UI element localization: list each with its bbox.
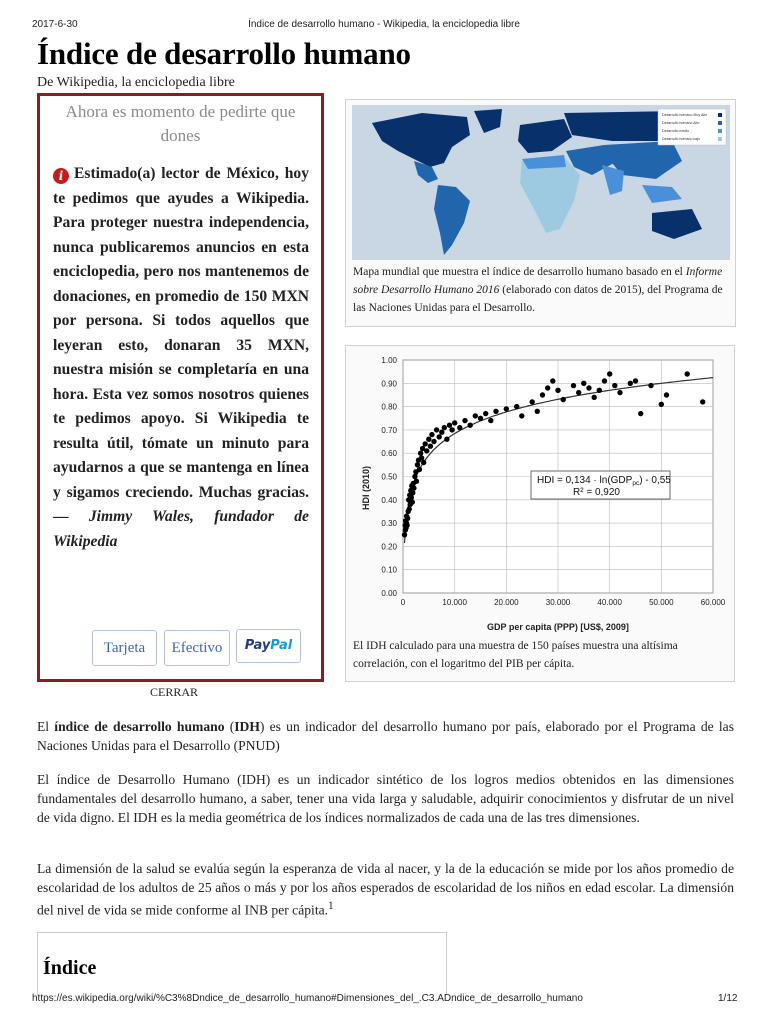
data-point	[442, 425, 447, 430]
print-url: https://es.wikipedia.org/wiki/%C3%8Dndice_de_desarrollo_humano#Dimensiones_del_.C3.ADndice_de_desarrollo_humano	[32, 993, 583, 1004]
data-point	[409, 495, 414, 500]
data-point	[607, 371, 612, 376]
data-point	[423, 441, 428, 446]
map-legend-label: Desarrollo humano bajo	[662, 137, 701, 141]
data-point	[417, 467, 422, 472]
info-icon: i	[53, 168, 69, 184]
data-point	[434, 427, 439, 432]
data-point	[410, 490, 415, 495]
data-point	[550, 378, 555, 383]
pay-card-button[interactable]: Tarjeta	[92, 630, 157, 666]
data-point	[410, 499, 415, 504]
data-point	[468, 423, 473, 428]
data-point	[519, 413, 524, 418]
y-tick-label: 1.00	[381, 356, 397, 365]
data-point	[540, 392, 545, 397]
x-tick-label: 50.000	[649, 598, 674, 607]
dimensions-paragraph	[37, 859, 734, 920]
data-point	[628, 381, 633, 386]
y-tick-label: 0.20	[381, 542, 397, 552]
x-tick-label: 10.000	[442, 598, 467, 607]
data-point	[535, 409, 540, 414]
data-point	[447, 423, 452, 428]
data-point	[421, 460, 426, 465]
data-point	[483, 411, 488, 416]
data-point	[612, 383, 617, 388]
data-point	[411, 485, 416, 490]
data-point	[424, 448, 429, 453]
fit-r-squared: R² = 0,920	[573, 487, 620, 498]
print-page-number: 1/12	[718, 993, 738, 1004]
fit-annotation	[531, 471, 671, 499]
data-point	[586, 385, 591, 390]
data-point	[561, 397, 566, 402]
banner-signature: Jimmy Wales, fundador de Wikipedia	[53, 508, 309, 550]
data-point	[685, 371, 690, 376]
y-tick-label: 0.30	[381, 519, 397, 529]
map-caption-text: (elaborado con datos de 2015), del Programa de las Naciones Unidas para el Desarrollo.	[353, 284, 723, 314]
intro-paragraph	[37, 717, 734, 755]
data-point	[405, 516, 410, 521]
data-point	[428, 444, 433, 449]
data-point	[402, 532, 407, 537]
data-point	[602, 378, 607, 383]
data-point	[638, 411, 643, 416]
para-text: La dimensión de la salud se evalúa según la esperanza de vida al nacer, y la de la educación se mide por los años promedio de escolaridad de los adultos de 25 años o más y por los años esperados de escolaridad de los niños en edad escolar. La dimensión del nivel de vida se mide conforme al INB per cápita.	[37, 861, 734, 918]
map-legend-swatch	[718, 129, 722, 133]
map-caption-report-link[interactable]: Informe sobre Desarrollo Humano 2016	[353, 266, 723, 296]
x-tick-label: 20.000	[494, 598, 519, 607]
map-legend-label: Desarrollo medio	[662, 129, 690, 133]
data-point	[571, 383, 576, 388]
data-point	[488, 418, 493, 423]
data-point	[659, 402, 664, 407]
para-text: ) es un indicador del desarrollo humano por país, elaborado por el Programa de las Naciones Unidas para el Desarrollo (PNUD)	[37, 719, 735, 753]
x-axis-label: GDP per capita (PPP) [US$, 2009]	[487, 622, 629, 632]
toc-title: Índice	[43, 957, 97, 979]
world-map-image[interactable]	[352, 105, 730, 260]
para-text: (	[224, 719, 235, 734]
map-legend-swatch	[718, 121, 722, 125]
data-point	[407, 506, 412, 511]
y-tick-label: 0.50	[381, 472, 397, 482]
para-bold-acronym: IDH	[234, 719, 260, 734]
paypal-logo-pay: Pay	[244, 638, 271, 653]
reference-link[interactable]: 1	[328, 900, 334, 912]
fit-equation: HDI = $0,134 \cdot \ln(GDP_{pc}) - 0,55$	[537, 475, 671, 487]
data-point	[473, 413, 478, 418]
print-date: 2017-6-30	[32, 19, 78, 30]
data-point	[439, 430, 444, 435]
definition-paragraph: El índice de Desarrollo Humano (IDH) es un indicador sintético de los logros medios obtenidos en las dimensiones fundamentales del desarrollo humano, a saber, tener una vida larga y saludable, adquirir conocimientos y disfrutar de un nivel de vida digno. El IDH es la media geométrica de los índices normalizados de cada una de las tres dimensiones.	[37, 772, 734, 825]
x-tick-label: 40.000	[597, 598, 622, 607]
map-legend-label: Desarrollo humano Muy Alto	[662, 113, 708, 117]
data-point	[530, 399, 535, 404]
data-point	[462, 418, 467, 423]
map-caption	[353, 263, 729, 317]
banner-message	[53, 162, 309, 554]
donation-banner	[37, 93, 324, 682]
data-point	[592, 395, 597, 400]
data-point	[412, 474, 417, 479]
y-tick-label: 0.10	[381, 565, 397, 575]
pay-cash-button[interactable]: Efectivo	[164, 630, 230, 666]
data-point	[418, 451, 423, 456]
data-point	[581, 381, 586, 386]
para-bold-term: índice de desarrollo humano	[54, 719, 225, 734]
data-point	[431, 439, 436, 444]
print-doc-title: Índice de desarrollo humano - Wikipedia, la enciclopedia libre	[248, 19, 520, 30]
data-point	[429, 432, 434, 437]
x-tick-label: 0	[400, 598, 406, 607]
paypal-button[interactable]	[236, 629, 301, 663]
data-point	[419, 455, 424, 460]
data-point	[597, 388, 602, 393]
map-caption-text: Mapa mundial que muestra el índice de desarrollo humano basado en el	[353, 266, 686, 278]
data-point	[478, 416, 483, 421]
data-point	[437, 434, 442, 439]
hdi-gdp-scatter-chart[interactable]	[351, 350, 729, 634]
y-tick-label: 0.00	[381, 589, 397, 598]
data-point	[633, 378, 638, 383]
scatter-caption: El IDH calculado para una muestra de 150 países muestra una altísima correlación, con el logaritmo del PIB per cápita.	[353, 640, 678, 670]
data-point	[700, 399, 705, 404]
data-point	[648, 383, 653, 388]
y-tick-label: 0.90	[381, 379, 397, 389]
map-legend-label: Desarrollo humano Alto	[662, 121, 700, 125]
data-point	[444, 437, 449, 442]
map-legend-swatch	[718, 137, 722, 141]
data-point	[457, 425, 462, 430]
data-point	[555, 388, 560, 393]
banner-close-button[interactable]: CERRAR	[150, 685, 199, 699]
data-point	[452, 420, 457, 425]
data-point	[414, 479, 419, 484]
map-figure	[345, 99, 736, 327]
data-point	[617, 390, 622, 395]
scatter-figure	[345, 345, 735, 682]
data-point	[426, 437, 431, 442]
y-tick-label: 0.80	[381, 402, 397, 412]
map-legend-swatch	[718, 113, 722, 117]
banner-message-text: Estimado(a) lector de México, hoy te pedimos que ayudes a Wikipedia. Para proteger nuestra independencia, nunca publicaremos anuncios en esta enciclopedia, pero nos mantenemos de donaciones, en promedio de 150 MXN por persona. Si todos aquellos que leyeran esto, donaran 35 MXN, nuestra misión se completaría en una hora. Esta vez somos nosotros quienes te pedimos apoyo. Si Wikipedia te resulta útil, tómate un minuto para ayudarnos a que se mantenga en línea y sigamos creciendo. Muchas gracias. —	[53, 165, 309, 525]
table-of-contents	[37, 932, 447, 995]
y-tick-label: 0.70	[381, 425, 397, 435]
data-point	[493, 409, 498, 414]
page-title: Índice de desarrollo humano	[37, 36, 411, 71]
data-point	[449, 427, 454, 432]
world-map-svg	[352, 105, 730, 260]
x-tick-label: 60.000	[700, 598, 726, 607]
data-point	[404, 523, 409, 528]
page-subtitle: De Wikipedia, la enciclopedia libre	[37, 75, 235, 90]
paypal-logo-pal: Pal	[270, 638, 293, 653]
data-point	[504, 406, 509, 411]
banner-heading: Ahora es momento de pedirte que dones	[65, 102, 296, 145]
y-tick-label: 0.60	[381, 449, 397, 459]
data-point	[576, 390, 581, 395]
data-point	[545, 385, 550, 390]
y-tick-label: 0.40	[381, 495, 397, 505]
para-text: El	[37, 719, 55, 734]
y-axis-label: HDI (2010)	[361, 465, 371, 511]
data-point	[664, 392, 669, 397]
x-tick-label: 30.000	[545, 598, 571, 607]
data-point	[415, 462, 420, 467]
data-point	[514, 404, 519, 409]
